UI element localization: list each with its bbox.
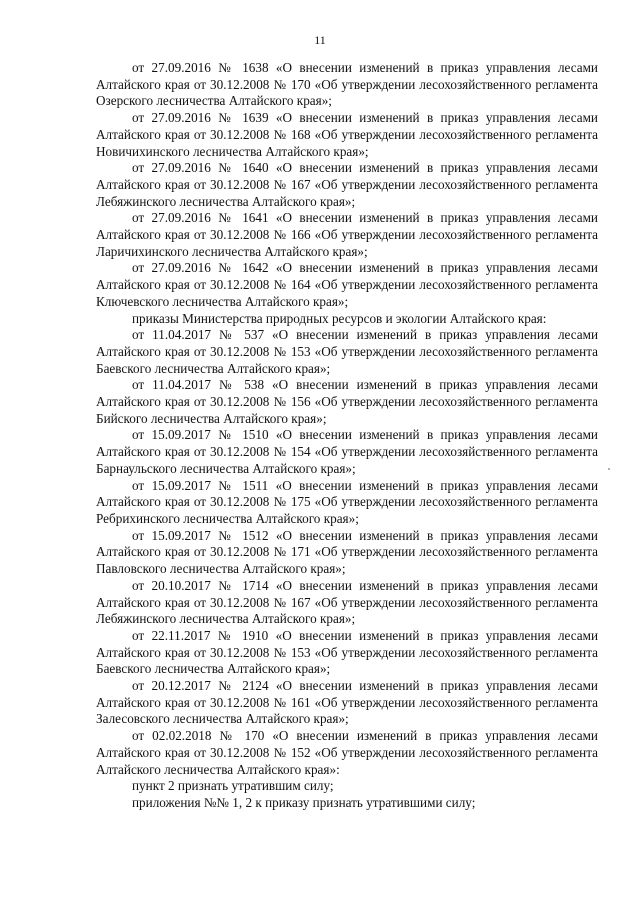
paragraph-order-538: от 11.04.2017 № 538 «О внесении изменений в приказ управления лесами Алтайского края от 30.12.2008 № 156 «Об утверждении лесохозяйственного регламента Бийского лесничества Алтайского края»; xyxy=(96,377,598,426)
paragraph-order-1638: от 27.09.2016 № 1638 «О внесении изменений в приказ управления лесами Алтайского края от 30.12.2008 № 170 «Об утверждении лесохозяйственного регламента Озерского лесничества Алтайского края»; xyxy=(96,60,598,109)
paragraph-order-537: от 11.04.2017 № 537 «О внесении изменений в приказ управления лесами Алтайского края от 30.12.2008 № 153 «Об утверждении лесохозяйственного регламента Баевского лесничества Алтайского края»; xyxy=(96,327,598,376)
paragraph-order-1640: от 27.09.2016 № 1640 «О внесении изменений в приказ управления лесами Алтайского края от 30.12.2008 № 167 «Об утверждении лесохозяйственного регламента Лебяжинского лесничества Алтайского края»; xyxy=(96,160,598,209)
paragraph-order-1510: от 15.09.2017 № 1510 «О внесении изменений в приказ управления лесами Алтайского края от 30.12.2008 № 154 «Об утверждении лесохозяйственного регламента Барнаульского лесничества Алтайского края»; xyxy=(96,427,598,476)
paragraph-order-1511: от 15.09.2017 № 1511 «О внесении изменений в приказ управления лесами Алтайского края от 30.12.2008 № 175 «Об утверждении лесохозяйственного регламента Ребрихинского лесничества Алтайского края»; xyxy=(96,477,598,526)
page-number: 11 xyxy=(314,33,326,47)
scan-speck xyxy=(608,468,610,470)
paragraph-order-1642: от 27.09.2016 № 1642 «О внесении изменений в приказ управления лесами Алтайского края от 30.12.2008 № 164 «Об утверждении лесохозяйственного регламента Ключевского лесничества Алтайского края»; xyxy=(96,260,598,309)
paragraph-order-1714: от 20.10.2017 № 1714 «О внесении изменений в приказ управления лесами Алтайского края от 30.12.2008 № 167 «Об утверждении лесохозяйственного регламента Лебяжинского лесничества Алтайского края»; xyxy=(96,577,598,627)
paragraph-appendices: приложения №№ 1, 2 к приказу признать утратившими силу; xyxy=(132,794,476,810)
document-body xyxy=(96,60,598,812)
paragraph-order-1641: от 27.09.2016 № 1641 «О внесении изменений в приказ управления лесами Алтайского края от 30.12.2008 № 166 «Об утверждении лесохозяйственного регламента Ларичихинского лесничества Алтайского края»; xyxy=(96,210,598,259)
paragraph-point-2: пункт 2 признать утратившим силу; xyxy=(132,778,334,794)
paragraph-order-170: от 02.02.2018 № 170 «О внесении изменений в приказ управления лесами Алтайского края от 30.12.2008 № 152 «Об утверждении лесохозяйственного регламента Алтайского лесничества Алтайского края»: xyxy=(96,728,598,777)
paragraph-order-2124: от 20.12.2017 № 2124 «О внесении изменений в приказ управления лесами Алтайского края от 30.12.2008 № 161 «Об утверждении лесохозяйственного регламента Залесовского лесничества Алтайского края»; xyxy=(96,678,598,727)
paragraph-order-1639: от 27.09.2016 № 1639 «О внесении изменений в приказ управления лесами Алтайского края от 30.12.2008 № 168 «Об утверждении лесохозяйственного регламента Новичихинского лесничества Алтайского края»; xyxy=(96,110,598,159)
paragraph-order-1910: от 22.11.2017 № 1910 «О внесении изменений в приказ управления лесами Алтайского края от 30.12.2008 № 153 «Об утверждении лесохозяйственного регламента Баевского лесничества Алтайского края»; xyxy=(96,627,598,677)
paragraph-ministry-orders-heading: приказы Министерства природных ресурсов и экологии Алтайского края: xyxy=(132,310,547,326)
paragraph-order-1512: от 15.09.2017 № 1512 «О внесении изменений в приказ управления лесами Алтайского края от 30.12.2008 № 171 «Об утверждении лесохозяйственного регламента Павловского лесничества Алтайского края»; xyxy=(96,527,598,577)
